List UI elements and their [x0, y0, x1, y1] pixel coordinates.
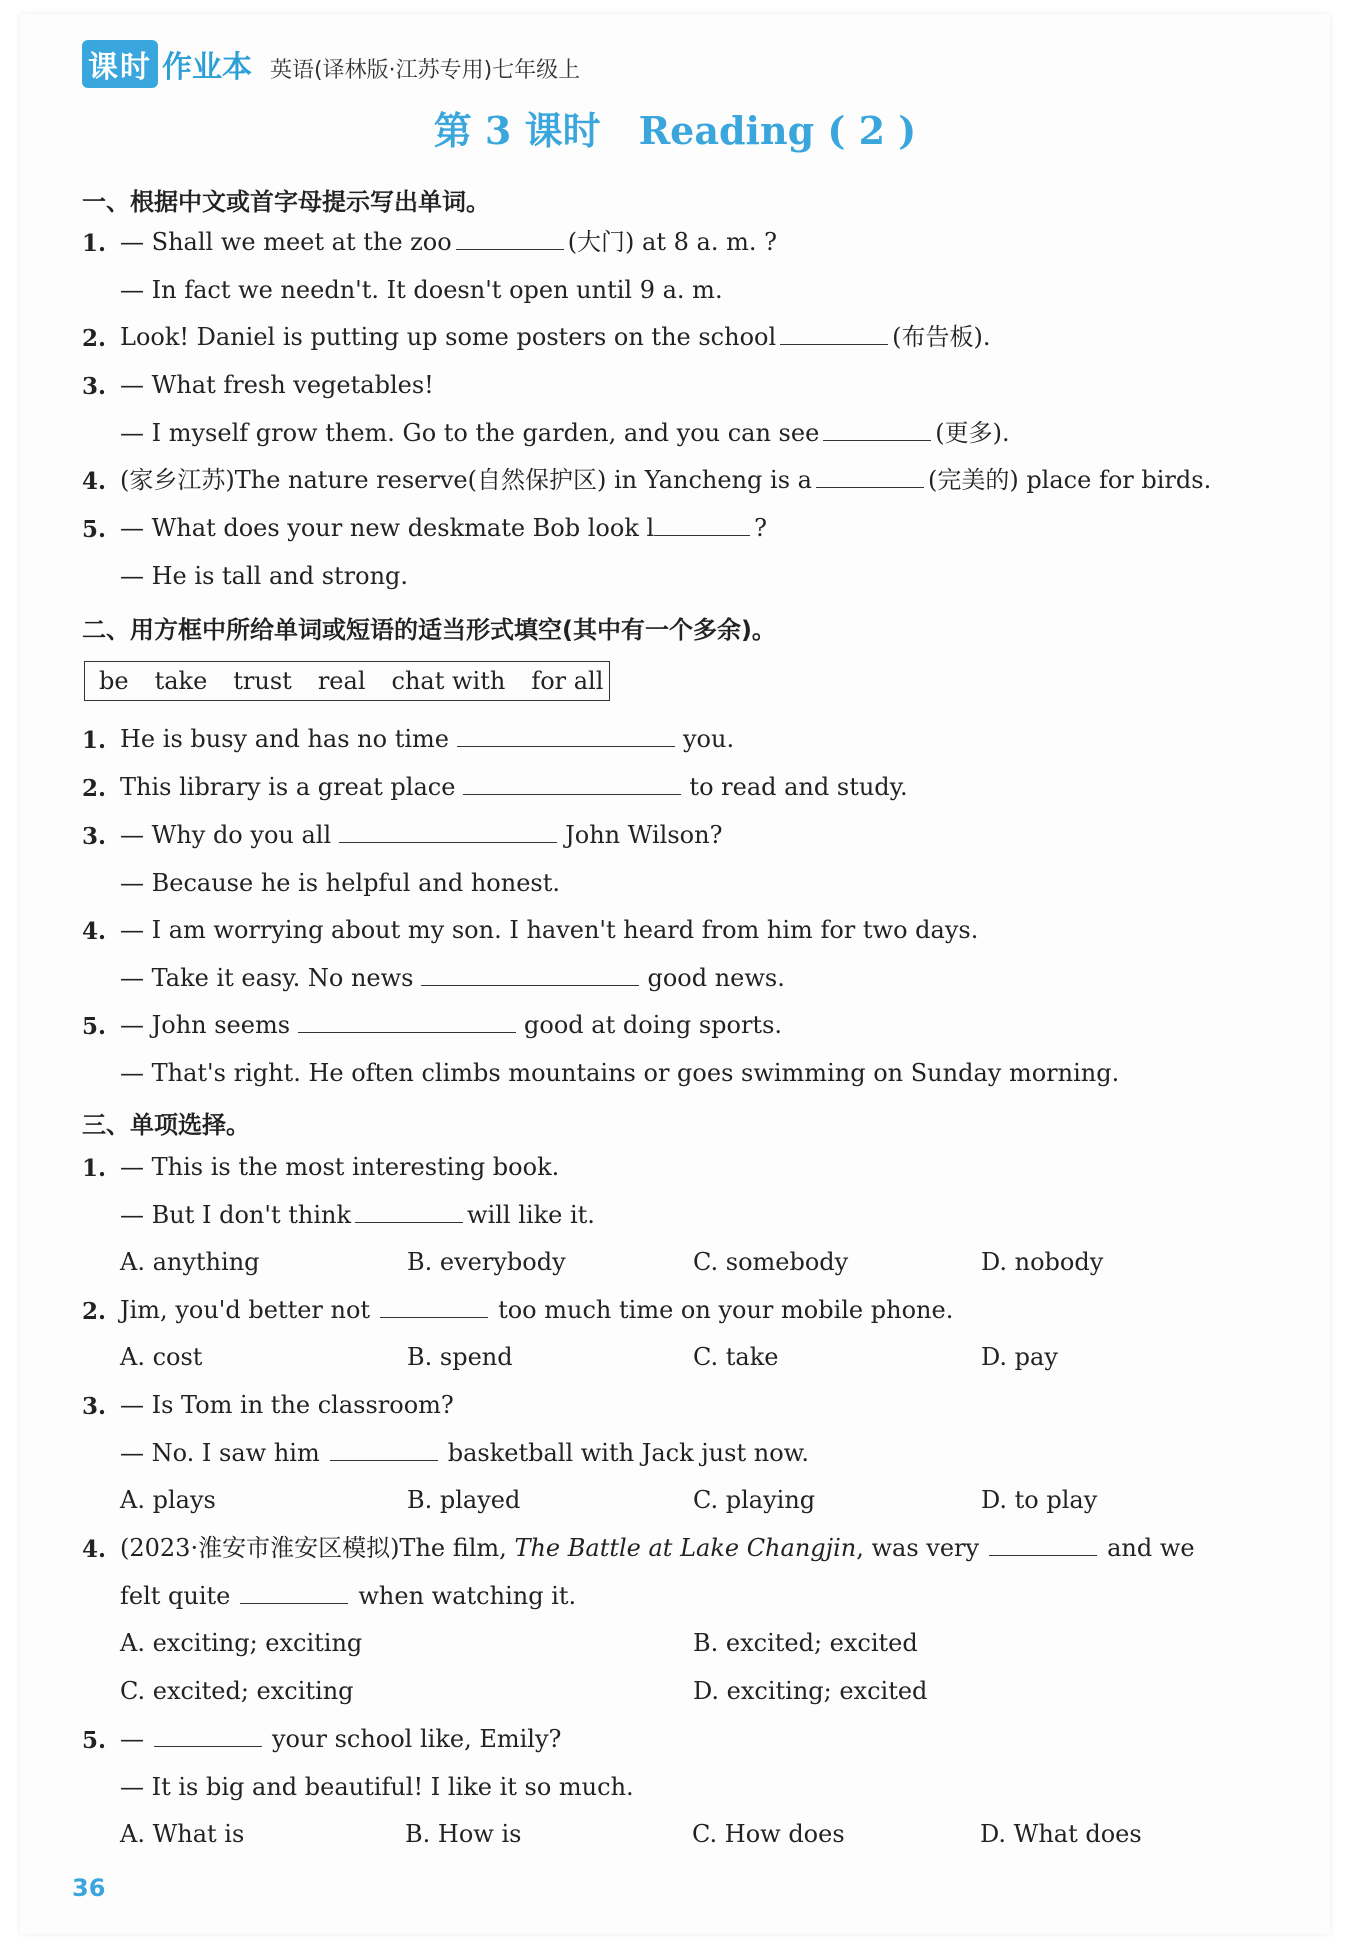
answer-blank[interactable] — [355, 1200, 463, 1223]
choice-option[interactable]: C. excited; exciting — [120, 1677, 354, 1705]
word-option: take — [154, 667, 208, 695]
question-number: 2. — [82, 325, 107, 352]
answer-blank[interactable] — [780, 322, 888, 345]
choice-option[interactable]: D. nobody — [981, 1248, 1104, 1276]
question-line — [120, 465, 1211, 495]
question-text: (布告板). — [892, 323, 991, 351]
question-text: and we — [1107, 1534, 1195, 1562]
question-number: 3. — [82, 1393, 107, 1420]
answer-blank[interactable] — [298, 1010, 516, 1033]
word-option: for all — [531, 667, 604, 695]
question-number: 5. — [82, 1013, 107, 1040]
question-text: — — [120, 1725, 144, 1753]
question-text: He is busy and has no time — [120, 725, 449, 753]
question-text: — Why do you all — [120, 821, 332, 849]
question-text: — Take it easy. No news — [120, 964, 414, 992]
answer-blank[interactable] — [463, 772, 681, 795]
page-number: 36 — [72, 1874, 106, 1902]
question-line: — Is Tom in the classroom? — [120, 1391, 454, 1419]
question-text: will like it. — [467, 1201, 595, 1229]
section3-title: 三、单项选择。 — [82, 1111, 250, 1139]
answer-blank[interactable] — [654, 513, 750, 536]
choice-option[interactable]: C. somebody — [693, 1248, 849, 1276]
question-line: — I am worrying about my son. I haven't heard from him for two days. — [120, 916, 979, 944]
word-option: chat with — [391, 667, 506, 695]
answer-line: — He is tall and strong. — [120, 562, 409, 590]
question-number: 4. — [82, 918, 107, 945]
answer-blank[interactable] — [330, 1438, 438, 1461]
answer-blank[interactable] — [380, 1295, 488, 1318]
choice-option[interactable]: D. pay — [981, 1343, 1058, 1371]
choice-option[interactable]: D. What does — [980, 1820, 1142, 1848]
choice-option[interactable]: A. What is — [120, 1820, 245, 1848]
answer-blank[interactable] — [240, 1581, 348, 1604]
answer-line — [120, 418, 1010, 448]
question-number: 1. — [82, 727, 107, 754]
choice-option[interactable]: B. How is — [405, 1820, 522, 1848]
question-text: John Wilson? — [565, 821, 723, 849]
choice-option[interactable]: C. take — [693, 1343, 779, 1371]
answer-line: — In fact we needn't. It doesn't open until 9 a. m. — [120, 276, 723, 304]
choice-option[interactable]: B. played — [407, 1486, 521, 1514]
question-number: 3. — [82, 823, 107, 850]
question-number: 5. — [82, 516, 107, 543]
question-line — [120, 1295, 953, 1325]
question-text: ? — [754, 514, 768, 542]
choice-option[interactable]: B. excited; excited — [693, 1629, 918, 1657]
choice-option[interactable]: B. everybody — [407, 1248, 566, 1276]
answer-blank[interactable] — [421, 963, 639, 986]
question-text: basketball with Jack just now. — [447, 1439, 809, 1467]
question-line — [120, 1724, 561, 1754]
question-text: — John seems — [120, 1011, 291, 1039]
question-text: good news. — [647, 964, 785, 992]
question-text: Look! Daniel is putting up some posters on the school — [120, 323, 777, 351]
question-text: — No. I saw him — [120, 1439, 320, 1467]
question-text: your school like, Emily? — [272, 1725, 562, 1753]
question-number: 2. — [82, 1298, 107, 1325]
answer-blank[interactable] — [457, 724, 675, 747]
book-header — [82, 40, 580, 88]
answer-line: — That's right. He often climbs mountains or goes swimming on Sunday morning. — [120, 1059, 1120, 1087]
question-line: — What fresh vegetables! — [120, 371, 434, 399]
word-option: be — [99, 667, 129, 695]
question-text: — But I don't think — [120, 1201, 352, 1229]
question-text: (2023·淮安市淮安区模拟)The film, — [120, 1534, 507, 1562]
answer-blank[interactable] — [154, 1724, 262, 1747]
question-text: good at doing sports. — [524, 1011, 783, 1039]
question-line — [120, 1200, 595, 1230]
question-text: too much time on your mobile phone. — [498, 1296, 954, 1324]
question-text: — Shall we meet at the zoo — [120, 228, 452, 256]
choice-option[interactable]: D. to play — [981, 1486, 1098, 1514]
brand-logo: 课时 — [82, 40, 158, 88]
question-text: (家乡江苏)The nature reserve(自然保护区) in Yancheng is a — [120, 466, 812, 494]
section2-title: 二、用方框中所给单词或短语的适当形式填空(其中有一个多余)。 — [82, 616, 776, 644]
choice-option[interactable]: A. cost — [120, 1343, 203, 1371]
choice-option[interactable]: A. exciting; exciting — [120, 1629, 363, 1657]
question-line — [120, 322, 991, 352]
word-box — [84, 661, 610, 701]
question-text: (完美的) place for birds. — [927, 466, 1212, 494]
question-line — [120, 1438, 809, 1468]
choice-option[interactable]: A. plays — [120, 1486, 216, 1514]
answer-line: — Because he is helpful and honest. — [120, 869, 560, 897]
question-text: felt quite — [120, 1582, 231, 1610]
question-text: when watching it. — [358, 1582, 577, 1610]
question-text: you. — [683, 725, 735, 753]
answer-blank[interactable] — [823, 418, 931, 441]
film-title: The Battle at Lake Changjin — [514, 1534, 857, 1562]
question-number: 3. — [82, 373, 107, 400]
word-option: trust — [233, 667, 292, 695]
question-number: 2. — [82, 775, 107, 802]
question-text: This library is a great place — [120, 773, 456, 801]
question-text: , was very — [856, 1534, 980, 1562]
question-line — [120, 1010, 782, 1040]
question-line — [120, 772, 908, 802]
answer-line: — It is big and beautiful! I like it so much. — [120, 1773, 634, 1801]
lesson-title: 第 3 课时 Reading ( 2 ) — [433, 108, 917, 153]
answer-blank[interactable] — [456, 227, 564, 250]
choice-option[interactable]: D. exciting; excited — [693, 1677, 928, 1705]
question-text: to read and study. — [689, 773, 908, 801]
brand-name: 作业本 — [162, 50, 252, 85]
answer-line — [120, 963, 785, 993]
answer-blank[interactable] — [989, 1533, 1097, 1556]
section1-title: 一、根据中文或首字母提示写出单词。 — [82, 188, 490, 216]
question-text: Jim, you'd better not — [120, 1296, 371, 1324]
question-number: 5. — [82, 1727, 107, 1754]
question-line — [120, 1533, 1195, 1563]
question-line — [120, 724, 734, 754]
choice-option[interactable]: C. playing — [693, 1486, 816, 1514]
book-subject: 英语(译林版·江苏专用)七年级上 — [270, 58, 581, 83]
word-option: real — [317, 667, 366, 695]
question-line: — This is the most interesting book. — [120, 1153, 560, 1181]
question-line — [120, 513, 767, 543]
question-number: 4. — [82, 468, 107, 495]
question-line — [120, 1581, 576, 1611]
question-line — [120, 227, 777, 257]
question-text: — What does your new deskmate Bob look l — [120, 514, 655, 542]
question-text: (大门) at 8 a. m. ? — [567, 228, 777, 256]
question-text: (更多). — [935, 419, 1010, 447]
question-number: 4. — [82, 1536, 107, 1563]
question-text: — I myself grow them. Go to the garden, and you can see — [120, 419, 820, 447]
choice-option[interactable]: A. anything — [120, 1248, 260, 1276]
choice-option[interactable]: B. spend — [407, 1343, 513, 1371]
question-line — [120, 820, 722, 850]
answer-blank[interactable] — [339, 820, 557, 843]
question-number: 1. — [82, 1155, 107, 1182]
question-number: 1. — [82, 230, 107, 257]
answer-blank[interactable] — [816, 465, 924, 488]
choice-option[interactable]: C. How does — [692, 1820, 845, 1848]
